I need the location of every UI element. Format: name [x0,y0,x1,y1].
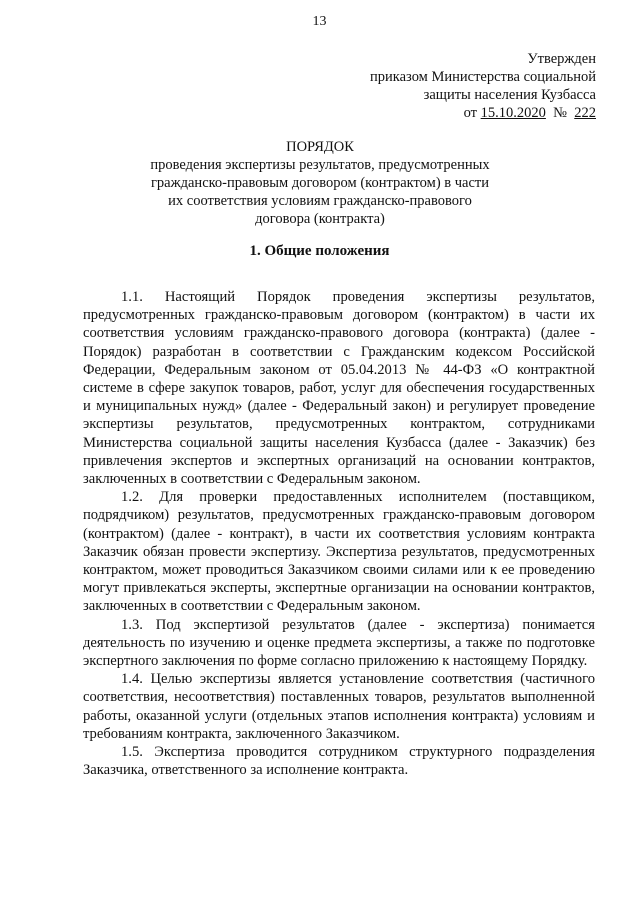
title-line-4: договора (контракта) [255,211,385,227]
paragraph-1-1: 1.1. Настоящий Порядок проведения экспертизы результатов, предусмотренных гражданско-правовым договором (контрактом) в части их соответствия условиям гражданско-правового договора (контракта) (далее - Порядок) разработан в соответствии с Гражданским кодексом Российской Федерации, Федеральным законом от 05.04.2013 № 44-ФЗ «О контрактной системе в сфере закупок товаров, работ, услуг для обеспечения государственных и муниципальных нужд» (далее - Федеральный закон) и регулирует проведение экспертизы результатов, предусмотренных контрактом, сотрудниками Министерства социальной защиты населения Кузбасса (далее - Заказчик) без привлечения экспертов и экспертных организаций на основании контрактов, заключенных в соответствии с Федеральным законом. [83,289,595,488]
document-body [83,288,595,779]
title-line-2: гражданско-правовым договором (контрактом) в части [150,175,490,191]
approval-number: 222 [574,105,596,121]
approval-line-2: приказом Министерства социальной [370,69,596,85]
date-prefix: от [463,105,478,121]
title-line-1: проведения экспертизы результатов, предусмотренных [150,157,490,173]
paragraph-1-3: 1.3. Под экспертизой результатов (далее - экспертиза) понимается деятельность по изучению и оценке предмета экспертизы, а также по подготовке экспертного заключения по форме согласно приложению к настоящему Порядку. [83,616,595,670]
number-sign: № [553,105,567,121]
approval-line-1: Утвержден [527,51,596,67]
document-title [70,138,570,228]
title-heading: ПОРЯДОК [286,139,354,155]
approval-stamp [0,50,596,122]
approval-line-3: защиты населения Кузбасса [423,87,596,103]
paragraph-1-5: 1.5. Экспертиза проводится сотрудником структурного подразделения Заказчика, ответственного за исполнение контракта. [83,744,595,779]
approval-date-line [0,104,596,122]
title-line-3: их соответствия условиям гражданско-правового [168,193,472,209]
page-number: 13 [312,14,327,29]
paragraph-1-4: 1.4. Целью экспертизы является установление соответствия (частичного соответствия, несоответствия) поставленных товаров, результатов выполненной работы, оказанной услуги (отдельных этапов исполнения контракта) условиям и требованиям контракта, заключенного Заказчиком. [83,671,595,742]
section-heading: 1. Общие положения [249,243,390,259]
paragraph-1-2: 1.2. Для проверки предоставленных исполнителем (поставщиком, подрядчиком) результатов, предусмотренных гражданско-правовым договором (контрактом) (далее - контракт), в части их соответствия условиям контракта Заказчик обязан провести экспертизу. Экспертиза результатов, предусмотренных контрактом, может проводиться Заказчиком своими силами или к ее проведению могут привлекаться эксперты, экспертные организации на основании контрактов, заключенных в соответствии с Федеральным законом. [83,489,595,615]
approval-date: 15.10.2020 [480,105,546,121]
